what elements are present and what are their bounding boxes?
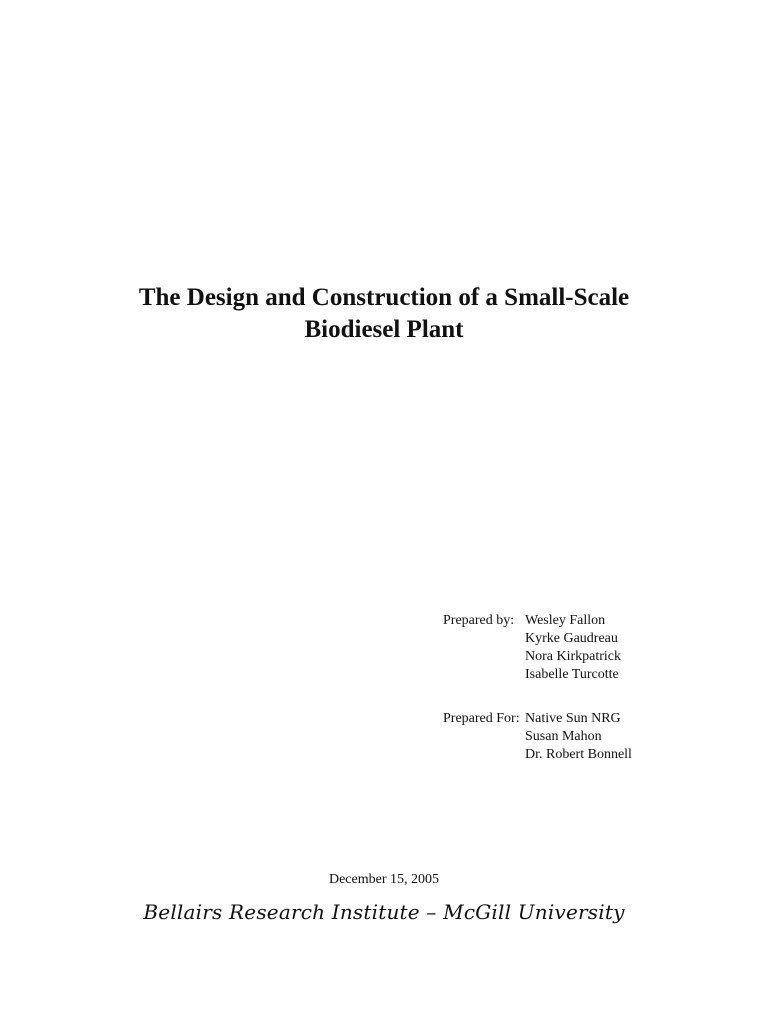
- prepared-by-label: Prepared by:: [443, 613, 515, 628]
- author-name: Isabelle Turcotte: [525, 667, 619, 682]
- institution-name: Bellairs Research Institute – McGill University: [143, 900, 625, 924]
- prepared-by-names: [525, 612, 621, 684]
- author-name: Wesley Fallon: [525, 613, 606, 628]
- document-title: [0, 282, 768, 346]
- prepared-for-block: [443, 710, 632, 764]
- recipient-name: Dr. Robert Bonnell: [525, 747, 632, 762]
- prepared-for-names: [525, 710, 632, 764]
- author-name: Nora Kirkpatrick: [525, 649, 622, 664]
- recipient-name: Susan Mahon: [525, 729, 602, 744]
- prepared-by-block: [443, 612, 621, 684]
- prepared-for-label: Prepared For:: [443, 711, 520, 726]
- recipient-name: Native Sun NRG: [525, 711, 621, 726]
- title-line-2: Biodiesel Plant: [304, 316, 464, 343]
- report-date: December 15, 2005: [328, 872, 440, 887]
- title-line-1: The Design and Construction of a Small-Scale: [138, 284, 630, 311]
- author-name: Kyrke Gaudreau: [525, 631, 618, 646]
